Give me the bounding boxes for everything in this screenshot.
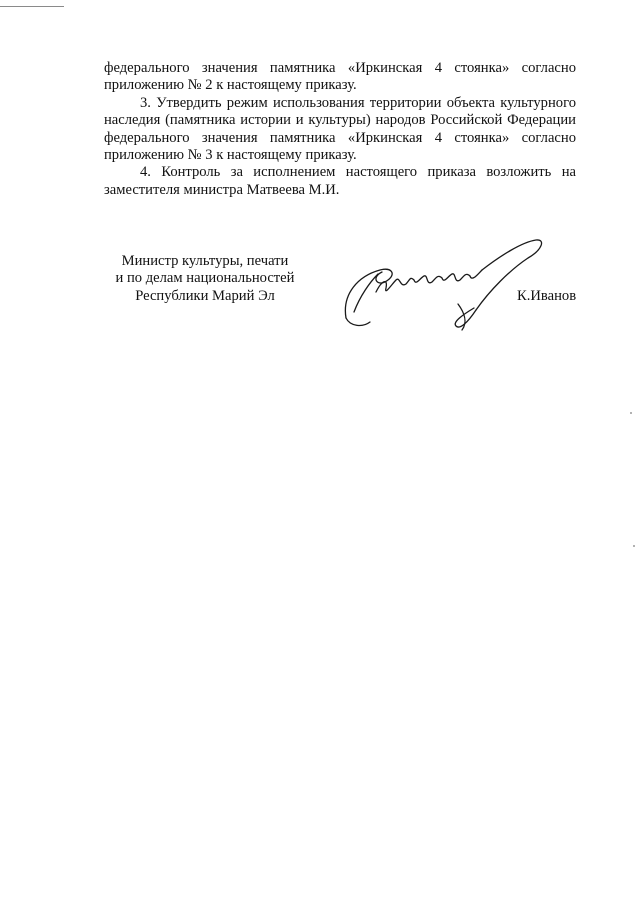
position-line: Республики Марий Эл <box>135 287 275 304</box>
scan-edge-line <box>0 6 64 7</box>
paragraph-item-3: 3. Утвердить режим использования территории объекта культурного наследия (памятника истории и культуры) народов Российской Федерации федерального значения памятника «Иркинская 4 стоянка» согласно приложению № 3 к настоящему приказу. <box>104 94 576 164</box>
scan-speck <box>630 412 632 414</box>
document-body <box>104 60 576 199</box>
position-line: Министр культуры, печати <box>121 253 289 269</box>
paragraph-item-4: 4. Контроль за исполнением настоящего приказа возложить на заместителя министра Матвеева М.И. <box>104 164 576 198</box>
position-line: и по делам национальностей <box>115 270 295 287</box>
paragraph-continuation: федерального значения памятника «Иркинская 4 стоянка» согласно приложению № 2 к настоящему приказу. <box>104 60 576 94</box>
handwritten-signature <box>340 234 550 334</box>
signer-name: К.Иванов <box>517 288 577 304</box>
signatory-position <box>100 253 310 305</box>
scan-speck <box>633 545 635 547</box>
